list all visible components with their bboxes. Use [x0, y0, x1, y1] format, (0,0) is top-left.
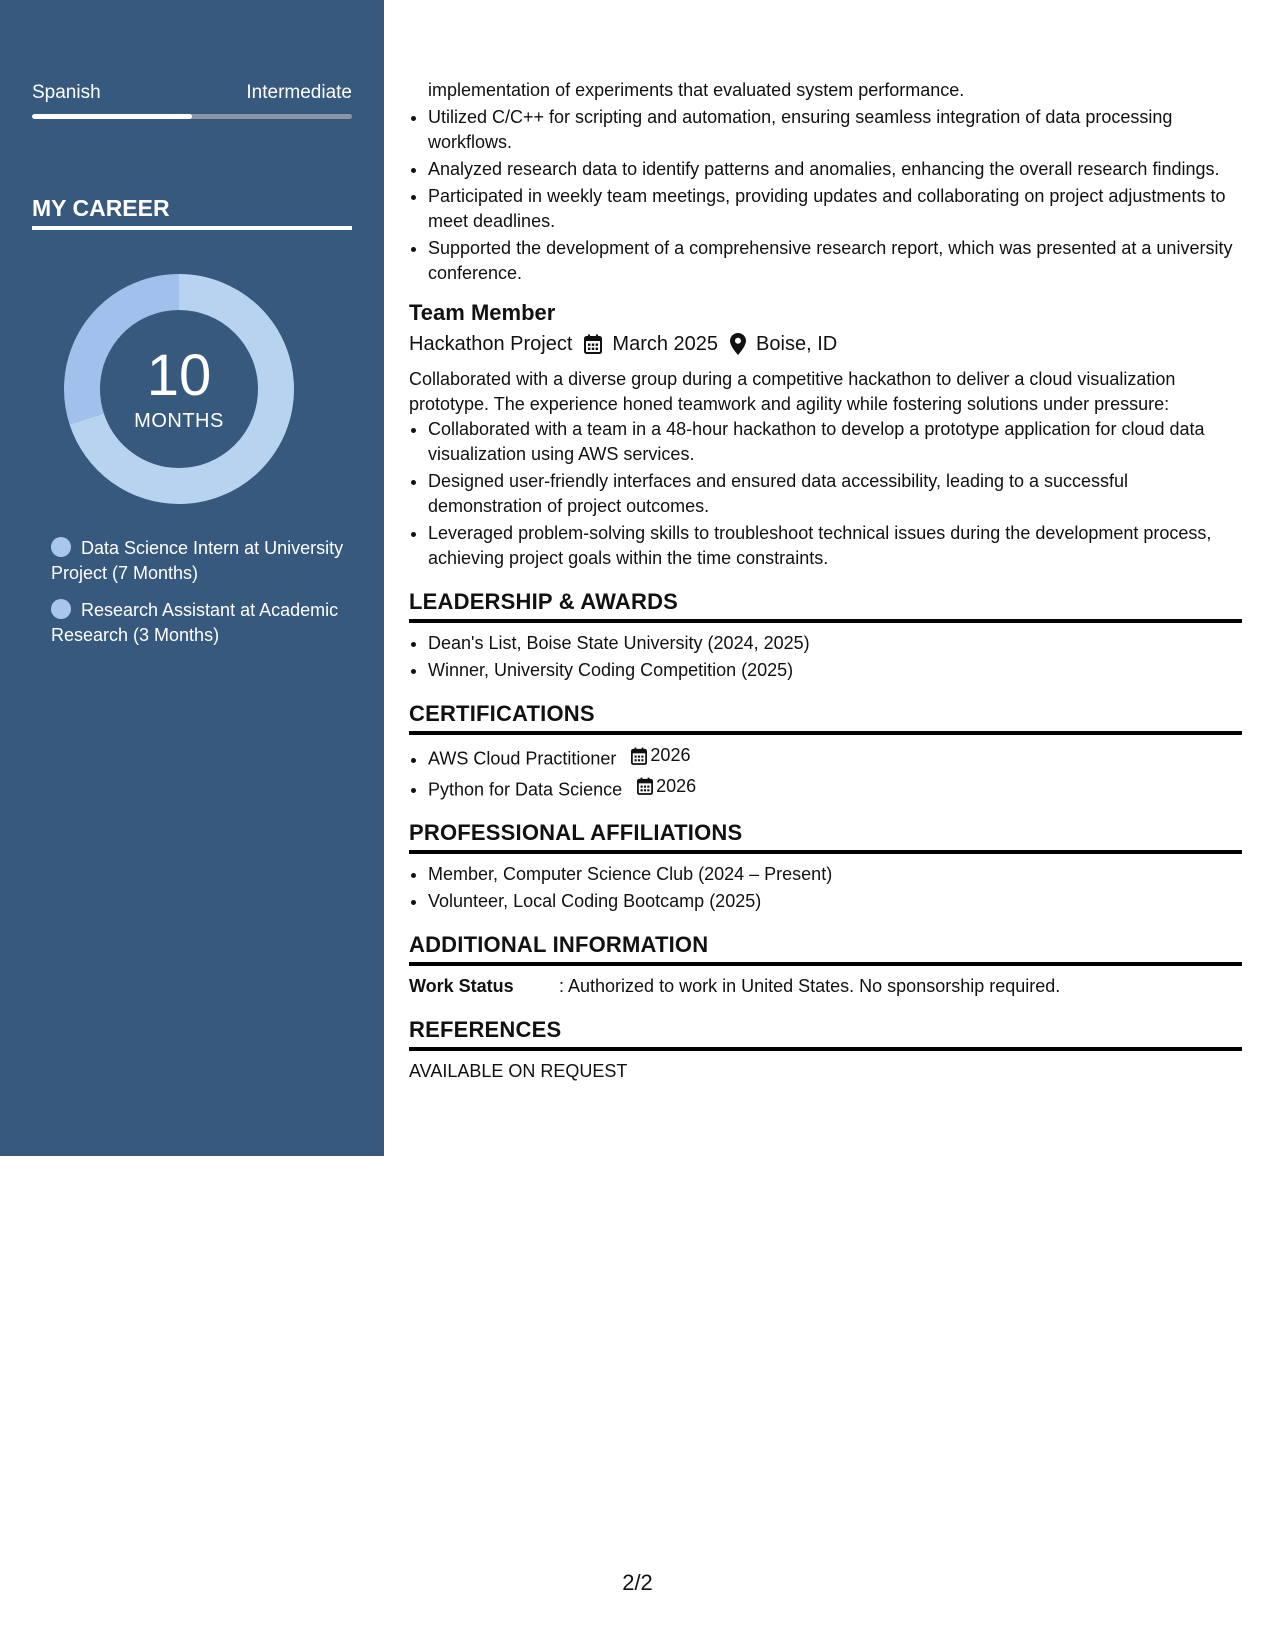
- main-content: [409, 78, 1242, 1084]
- list-item: • Volunteer, Local Coding Bootcamp (2025): [428, 889, 1242, 914]
- list-item: • Analyzed research data to identify patterns and anomalies, enhancing the overall research findings.: [428, 157, 1242, 182]
- leadership-section: [409, 587, 1242, 683]
- certification-name: Python for Data Science: [428, 779, 623, 799]
- calendar-icon: [637, 777, 653, 795]
- list-item: • Dean's List, Boise State University (2024, 2025): [428, 631, 1242, 656]
- list-item: • Supported the development of a comprehensive research report, which was presented at a university conference.: [428, 236, 1242, 286]
- job-location: Boise, ID: [756, 333, 838, 355]
- career-total-unit: MONTHS: [134, 409, 224, 432]
- certification-name: AWS Cloud Practitioner: [428, 748, 617, 769]
- calendar-icon: [631, 747, 647, 765]
- career-total-number: 10: [146, 342, 212, 408]
- legend-dot: [51, 537, 71, 557]
- language-proficiency-bar: [32, 114, 352, 119]
- continued-bullet-text: implementation of experiments that evaluated system performance.: [428, 80, 965, 100]
- affiliations-section: [409, 818, 1242, 914]
- job-org: Hackathon Project: [409, 333, 573, 355]
- sidebar: [0, 0, 384, 1156]
- page-number: 2/2: [622, 1570, 653, 1595]
- list-item: • Designed user-friendly interfaces and ensured data accessibility, leading to a successful demonstration of project outcomes.: [428, 469, 1242, 519]
- career-legend-text: Data Science Intern at University Project (7 Months): [51, 538, 344, 583]
- legend-dot: [51, 599, 71, 619]
- certification-item: [428, 774, 1242, 803]
- career-legend: [51, 536, 351, 660]
- certification-year: 2026: [656, 775, 697, 796]
- work-status-value: : Authorized to work in United States. No sponsorship required.: [559, 976, 1061, 996]
- language-proficiency-fill: [32, 114, 192, 119]
- section-title: REFERENCES: [409, 1015, 1242, 1051]
- list-item: • Utilized C/C++ for scripting and automation, ensuring seamless integration of data processing workflows.: [428, 105, 1242, 155]
- work-status-row: [409, 974, 1242, 999]
- previous-job-bullets: [409, 105, 1242, 286]
- list-item: • Leveraged problem-solving skills to troubleshoot technical issues during the development process, achieving project goals within the time constraints.: [428, 521, 1242, 571]
- language-name: Spanish: [32, 82, 101, 103]
- list-item: • Winner, University Coding Competition (2025): [428, 658, 1242, 683]
- certification-year: 2026: [650, 745, 691, 765]
- career-legend-text: Research Assistant at Academic Research (3 Months): [51, 600, 339, 645]
- list-item: • Member, Computer Science Club (2024 – Present): [428, 862, 1242, 887]
- language-row: [32, 82, 352, 104]
- career-donut-chart: [64, 274, 294, 504]
- references-section: [409, 1015, 1242, 1084]
- calendar-icon: [584, 334, 602, 354]
- additional-info-section: [409, 930, 1242, 999]
- career-donut-center: [64, 274, 294, 504]
- list-item: • Participated in weekly team meetings, providing updates and collaborating on project adjustments to meet deadlines.: [428, 184, 1242, 234]
- job-title: Team Member: [409, 300, 556, 325]
- career-legend-item: [51, 598, 351, 648]
- references-text: AVAILABLE ON REQUEST: [409, 1061, 628, 1081]
- section-title: PROFESSIONAL AFFILIATIONS: [409, 818, 1242, 854]
- section-title: ADDITIONAL INFORMATION: [409, 930, 1242, 966]
- job-date: March 2025: [612, 333, 719, 355]
- map-pin-icon: [730, 333, 746, 355]
- section-title: LEADERSHIP & AWARDS: [409, 587, 1242, 623]
- job-description: Collaborated with a diverse group during a competitive hackathon to deliver a cloud visualization prototype. The experience honed teamwork and agility while fostering solutions under pressure:: [409, 369, 1176, 414]
- certifications-section: [409, 699, 1242, 802]
- language-level: Intermediate: [246, 82, 352, 103]
- certification-item: [428, 743, 1242, 772]
- career-legend-item: [51, 536, 351, 586]
- list-item: • Collaborated with a team in a 48-hour hackathon to develop a prototype application for cloud data visualization using AWS services.: [428, 417, 1242, 467]
- work-status-label: Work Status: [409, 976, 514, 996]
- job-meta: [409, 330, 1242, 358]
- job-bullets: [409, 417, 1242, 571]
- section-title: CERTIFICATIONS: [409, 699, 1242, 735]
- career-section-title: MY CAREER: [32, 195, 352, 230]
